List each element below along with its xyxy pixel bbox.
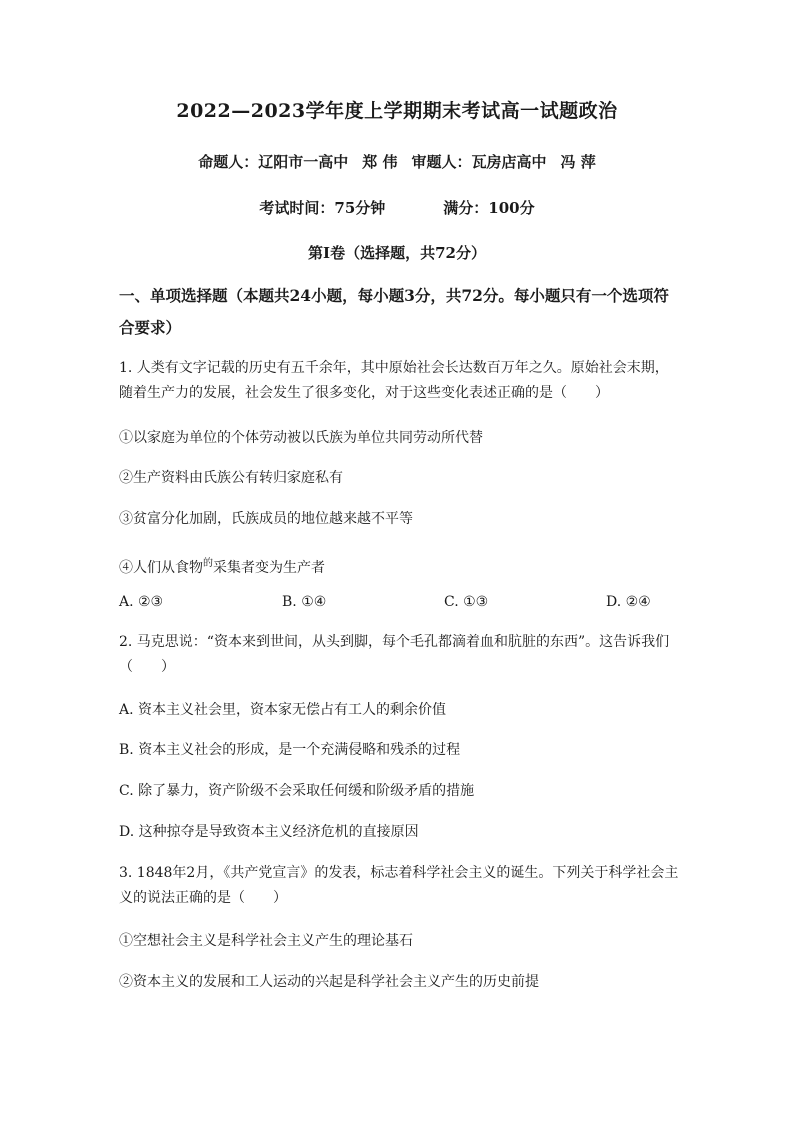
setter-school: 辽阳市一高中 (258, 153, 349, 171)
full-score: 满分：100分 (443, 199, 535, 217)
reviewer-name: 冯 萍 (560, 153, 596, 171)
q2-stem: 2. 马克思说：“资本来到世间，从头到脚，每个毛孔都滴着血和肮脏的东西”。这告诉我们（ ） (119, 634, 670, 675)
q1-option-b: B. ①④ (282, 594, 327, 610)
q1-option-a: A. ②③ (119, 594, 164, 610)
exam-info-line (0, 197, 794, 218)
q1-item-4 (119, 553, 679, 579)
q2-option-d: D. 这种掠夺是导致资本主义经济危机的直接原因 (119, 824, 419, 840)
author-line (0, 151, 794, 172)
part-title: 第Ⅰ卷（选择题，共72分） (308, 244, 486, 262)
q2-option-a: A. 资本主义社会里，资本家无偿占有工人的剩余价值 (119, 702, 447, 718)
q2-option-b: B. 资本主义社会的形成，是一个充满侵略和残杀的过程 (119, 742, 461, 758)
q1-item-3: ③贫富分化加剧，氏族成员的地位越来越不平等 (119, 511, 413, 527)
q1-item-4-mark: 的 (203, 558, 213, 569)
q2-option-c: C. 除了暴力，资产阶级不会采取任何缓和阶级矛盾的措施 (119, 783, 475, 799)
reviewer-school: 瓦房店高中 (471, 153, 547, 171)
reviewer-label: 审题人： (411, 153, 472, 171)
exam-time: 考试时间：75分钟 (259, 199, 386, 217)
q1-stem: 1. 人类有文字记载的历史有五千余年，其中原始社会长达数百万年之久。原始社会末期，随着生产力的发展，社会发生了很多变化，对于这些变化表述正确的是（ ） (119, 360, 669, 401)
q1-item-2: ②生产资料由氏族公有转归家庭私有 (119, 470, 343, 486)
setter-label: 命题人： (198, 153, 259, 171)
exam-title: 2022—2023学年度上学期期末考试高一试题政治 (176, 100, 618, 122)
q3-item-2: ②资本主义的发展和工人运动的兴起是科学社会主义产生的历史前提 (119, 974, 539, 990)
q3-item-1: ①空想社会主义是科学社会主义产生的理论基石 (119, 933, 413, 949)
q1-option-d: D. ②④ (606, 594, 651, 610)
section-heading: 一、单项选择题（本题共24小题，每小题3分，共72分。每小题只有一个选项符合要求） (119, 286, 669, 337)
q1-item-1: ①以家庭为单位的个体劳动被以氏族为单位共同劳动所代替 (119, 430, 483, 446)
q1-item-4-after: 采集者变为生产者 (213, 560, 325, 576)
q3-stem: 3. 1848年2月，《共产党宣言》的发表，标志着科学社会主义的诞生。下列关于科学社会主义的说法正确的是（ ） (119, 865, 679, 906)
setter-name: 郑 伟 (362, 153, 398, 171)
q1-option-c: C. ①③ (444, 594, 489, 610)
q1-item-4-before: ④人们从食物 (119, 560, 203, 576)
